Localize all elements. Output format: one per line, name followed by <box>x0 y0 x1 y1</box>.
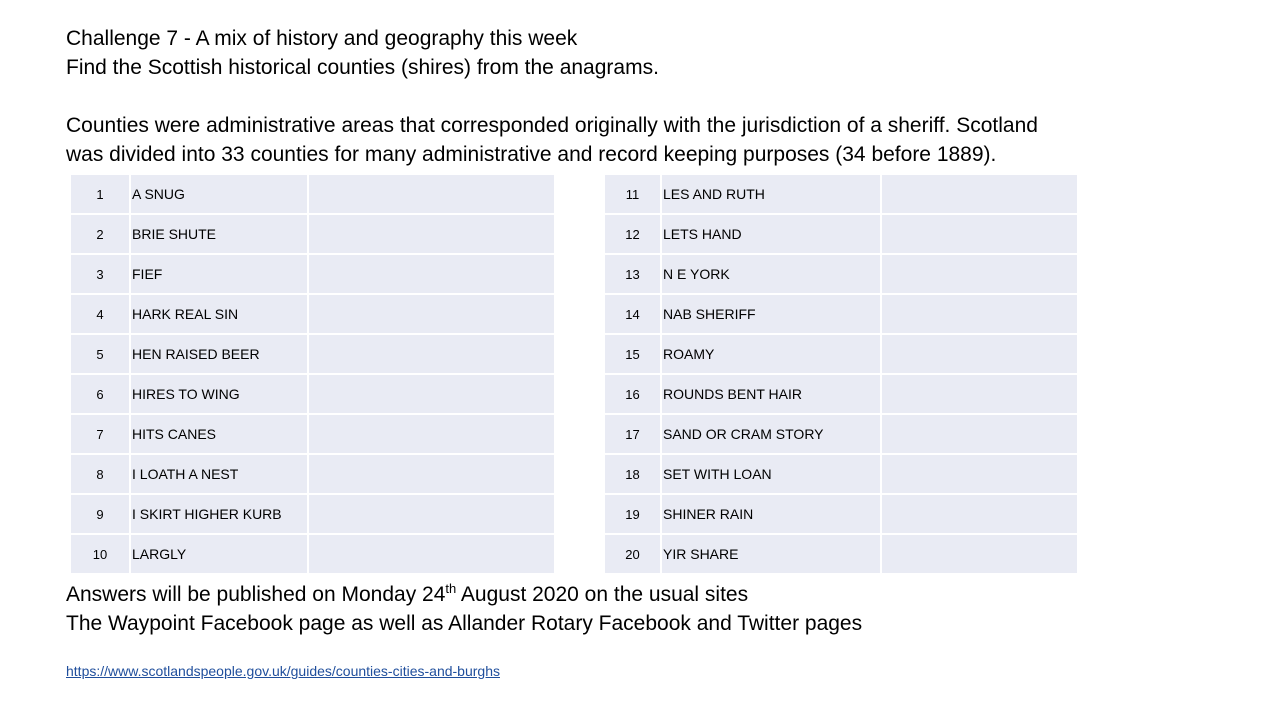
column-gap <box>555 214 604 254</box>
scotlandspeople-link[interactable]: https://www.scotlandspeople.gov.uk/guides/counties-cities-and-burghs <box>66 663 500 679</box>
intro-line-1: Counties were administrative areas that corresponded originally with the jurisdiction of a sheriff. Scotland <box>66 114 1038 137</box>
anagram-text: I LOATH A NEST <box>130 454 308 494</box>
publish-note-ordinal: th <box>445 581 457 596</box>
answer-cell[interactable] <box>308 254 555 294</box>
column-gap <box>555 254 604 294</box>
answer-cell[interactable] <box>308 454 555 494</box>
anagram-text: A SNUG <box>130 174 308 214</box>
intro-line-2: was divided into 33 counties for many administrative and record keeping purposes (34 before 1889). <box>66 143 997 166</box>
answer-cell[interactable] <box>881 334 1078 374</box>
answer-cell[interactable] <box>308 374 555 414</box>
column-gap <box>555 494 604 534</box>
anagram-text: HARK REAL SIN <box>130 294 308 334</box>
table-row <box>70 254 1078 294</box>
answer-cell[interactable] <box>881 254 1078 294</box>
anagram-text: I SKIRT HIGHER KURB <box>130 494 308 534</box>
anagram-number: 15 <box>604 334 661 374</box>
answer-cell[interactable] <box>308 214 555 254</box>
anagram-text: HIRES TO WING <box>130 374 308 414</box>
anagram-text: YIR SHARE <box>661 534 881 574</box>
answer-cell[interactable] <box>308 294 555 334</box>
answer-cell[interactable] <box>881 414 1078 454</box>
answer-cell[interactable] <box>308 414 555 454</box>
anagram-number: 3 <box>70 254 130 294</box>
anagram-text: SHINER RAIN <box>661 494 881 534</box>
table-row <box>70 334 1078 374</box>
table-row <box>70 494 1078 534</box>
anagram-number: 20 <box>604 534 661 574</box>
table-row <box>70 534 1078 574</box>
answer-cell[interactable] <box>881 174 1078 214</box>
answer-cell[interactable] <box>881 534 1078 574</box>
anagram-number: 1 <box>70 174 130 214</box>
answer-cell[interactable] <box>308 494 555 534</box>
column-gap <box>555 334 604 374</box>
anagram-text: LETS HAND <box>661 214 881 254</box>
anagram-text: FIEF <box>130 254 308 294</box>
challenge-title: Challenge 7 - A mix of history and geography this week <box>66 27 578 50</box>
answer-cell[interactable] <box>881 374 1078 414</box>
anagram-number: 14 <box>604 294 661 334</box>
anagram-text: ROUNDS BENT HAIR <box>661 374 881 414</box>
anagram-number: 9 <box>70 494 130 534</box>
anagram-text: SET WITH LOAN <box>661 454 881 494</box>
answer-cell[interactable] <box>308 534 555 574</box>
anagram-number: 10 <box>70 534 130 574</box>
column-gap <box>555 374 604 414</box>
column-gap <box>555 534 604 574</box>
answers-publish-note <box>66 580 748 609</box>
anagram-table-body <box>70 174 1078 574</box>
anagram-number: 19 <box>604 494 661 534</box>
table-row <box>70 414 1078 454</box>
column-gap <box>555 174 604 214</box>
anagram-text: N E YORK <box>661 254 881 294</box>
table-row <box>70 374 1078 414</box>
anagram-text: HITS CANES <box>130 414 308 454</box>
column-gap <box>555 294 604 334</box>
publish-sites-note: The Waypoint Facebook page as well as Allander Rotary Facebook and Twitter pages <box>66 612 863 635</box>
anagram-text: LES AND RUTH <box>661 174 881 214</box>
answer-cell[interactable] <box>881 494 1078 534</box>
column-gap <box>555 454 604 494</box>
anagram-number: 6 <box>70 374 130 414</box>
anagram-text: LARGLY <box>130 534 308 574</box>
column-gap <box>555 414 604 454</box>
anagram-text: NAB SHERIFF <box>661 294 881 334</box>
anagram-text: HEN RAISED BEER <box>130 334 308 374</box>
answer-cell[interactable] <box>308 334 555 374</box>
anagram-text: BRIE SHUTE <box>130 214 308 254</box>
challenge-instructions: Find the Scottish historical counties (shires) from the anagrams. <box>66 56 659 79</box>
answer-cell[interactable] <box>881 294 1078 334</box>
anagram-number: 2 <box>70 214 130 254</box>
anagram-number: 5 <box>70 334 130 374</box>
answer-cell[interactable] <box>881 214 1078 254</box>
table-row <box>70 214 1078 254</box>
anagram-number: 16 <box>604 374 661 414</box>
answer-cell[interactable] <box>308 174 555 214</box>
anagram-number: 18 <box>604 454 661 494</box>
anagram-number: 13 <box>604 254 661 294</box>
anagram-number: 4 <box>70 294 130 334</box>
anagram-text: SAND OR CRAM STORY <box>661 414 881 454</box>
table-row <box>70 454 1078 494</box>
anagram-number: 8 <box>70 454 130 494</box>
anagram-number: 17 <box>604 414 661 454</box>
anagram-number: 12 <box>604 214 661 254</box>
answer-cell[interactable] <box>881 454 1078 494</box>
publish-note-text-end: August 2020 on the usual sites <box>456 583 749 606</box>
table-row <box>70 294 1078 334</box>
anagram-text: ROAMY <box>661 334 881 374</box>
publish-note-text-start: Answers will be published on Monday 24 <box>66 583 446 606</box>
anagram-table <box>69 173 1079 575</box>
anagram-number: 7 <box>70 414 130 454</box>
anagram-number: 11 <box>604 174 661 214</box>
table-row <box>70 174 1078 214</box>
